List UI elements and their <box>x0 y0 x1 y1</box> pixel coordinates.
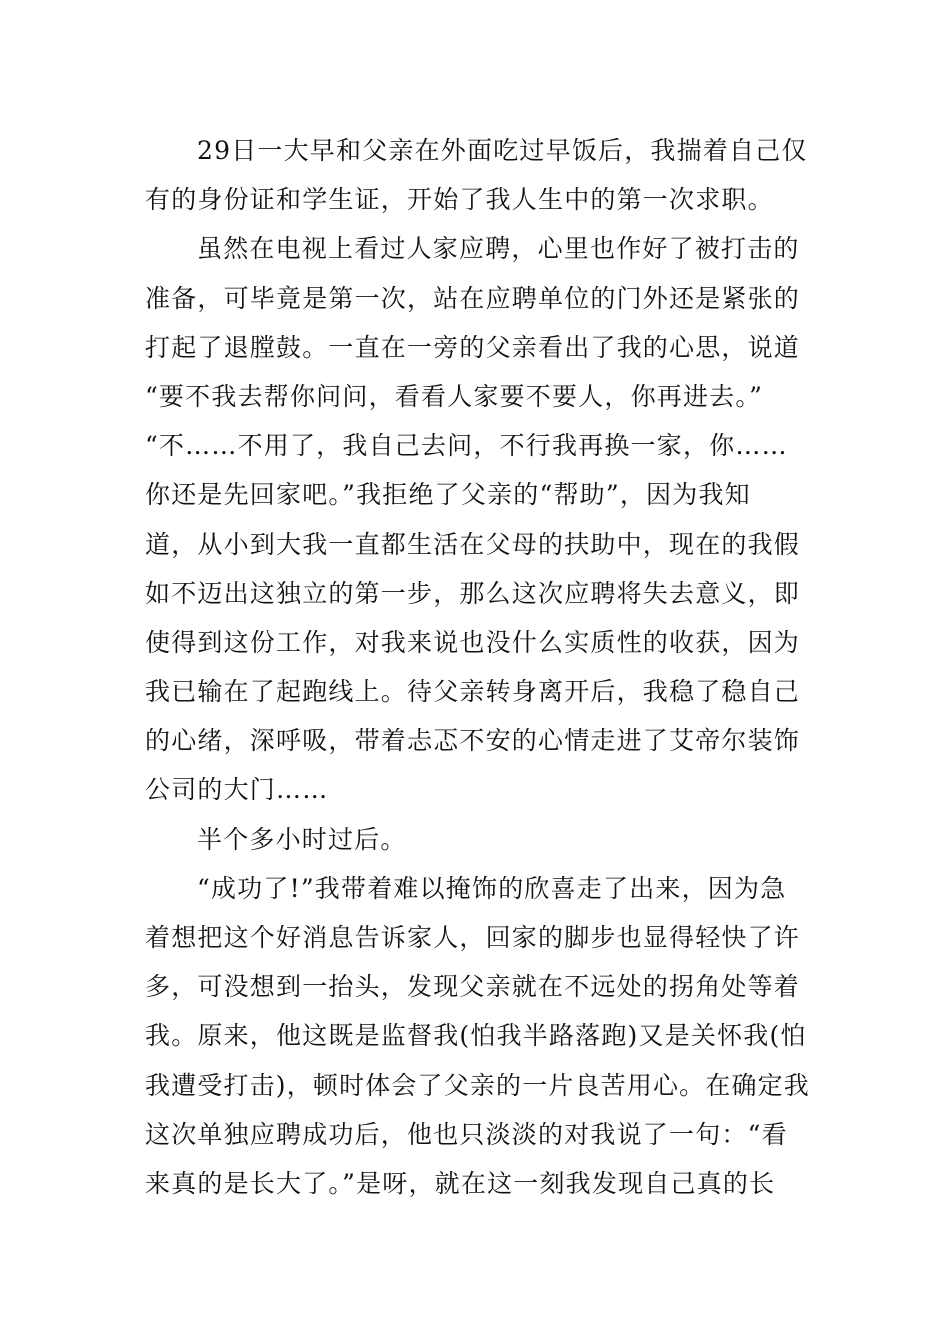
text-line: 的心绪，深呼吸，带着忐忑不安的心情走进了艾帝尔装饰 <box>145 726 801 756</box>
text-line: 多，可没想到一抬头，发现父亲就在不远处的拐角处等着 <box>145 972 801 1002</box>
text-line: 来真的是长大了。”是呀，就在这一刻我发现自己真的长 <box>145 1168 776 1198</box>
text-line: 如不迈出这独立的第一步，那么这次应聘将失去意义，即 <box>145 578 801 608</box>
body-text <box>145 126 810 1208</box>
text-line: “成功了!”我带着难以掩饰的欣喜走了出来，因为急 <box>197 873 787 903</box>
text-line: “要不我去帮你问问，看看人家要不要人，你再进去。” <box>145 381 764 411</box>
text-line: 使得到这份工作，对我来说也没什么实质性的收获，因为 <box>145 627 801 657</box>
text-line: 道，从小到大我一直都生活在父母的扶助中，现在的我假 <box>145 529 801 559</box>
text-line: 我。原来，他这既是监督我(怕我半路落跑)又是关怀我(怕 <box>145 1021 807 1051</box>
text-line: 你还是先回家吧。”我拒绝了父亲的“帮助”，因为我知 <box>145 480 751 510</box>
text-line: 着想把这个好消息告诉家人，回家的脚步也显得轻快了许 <box>145 923 801 952</box>
text-line: 29日一大早和父亲在外面吃过早饭后，我揣着自己仅 <box>197 136 808 165</box>
text-line: 公司的大门…… <box>145 775 329 805</box>
text-line: 有的身份证和学生证，开始了我人生中的第一次求职。 <box>145 185 774 215</box>
text-line: 这次单独应聘成功后，他也只淡淡的对我说了一句：“看 <box>145 1119 788 1149</box>
text-line: 打起了退膛鼓。一直在一旁的父亲看出了我的心思，说道 <box>145 332 801 362</box>
text-line: 准备，可毕竟是第一次，站在应聘单位的门外还是紧张的 <box>145 283 801 313</box>
text-line: 虽然在电视上看过人家应聘，心里也作好了被打击的 <box>197 234 800 264</box>
text-line: 我已输在了起跑线上。待父亲转身离开后，我稳了稳自己 <box>145 677 801 707</box>
text-line: “不……不用了，我自己去问，不行我再换一家，你…… <box>145 431 788 461</box>
text-line: 半个多小时过后。 <box>197 824 407 854</box>
text-line: 我遭受打击)，顿时体会了父亲的一片良苦用心。在确定我 <box>145 1070 810 1100</box>
